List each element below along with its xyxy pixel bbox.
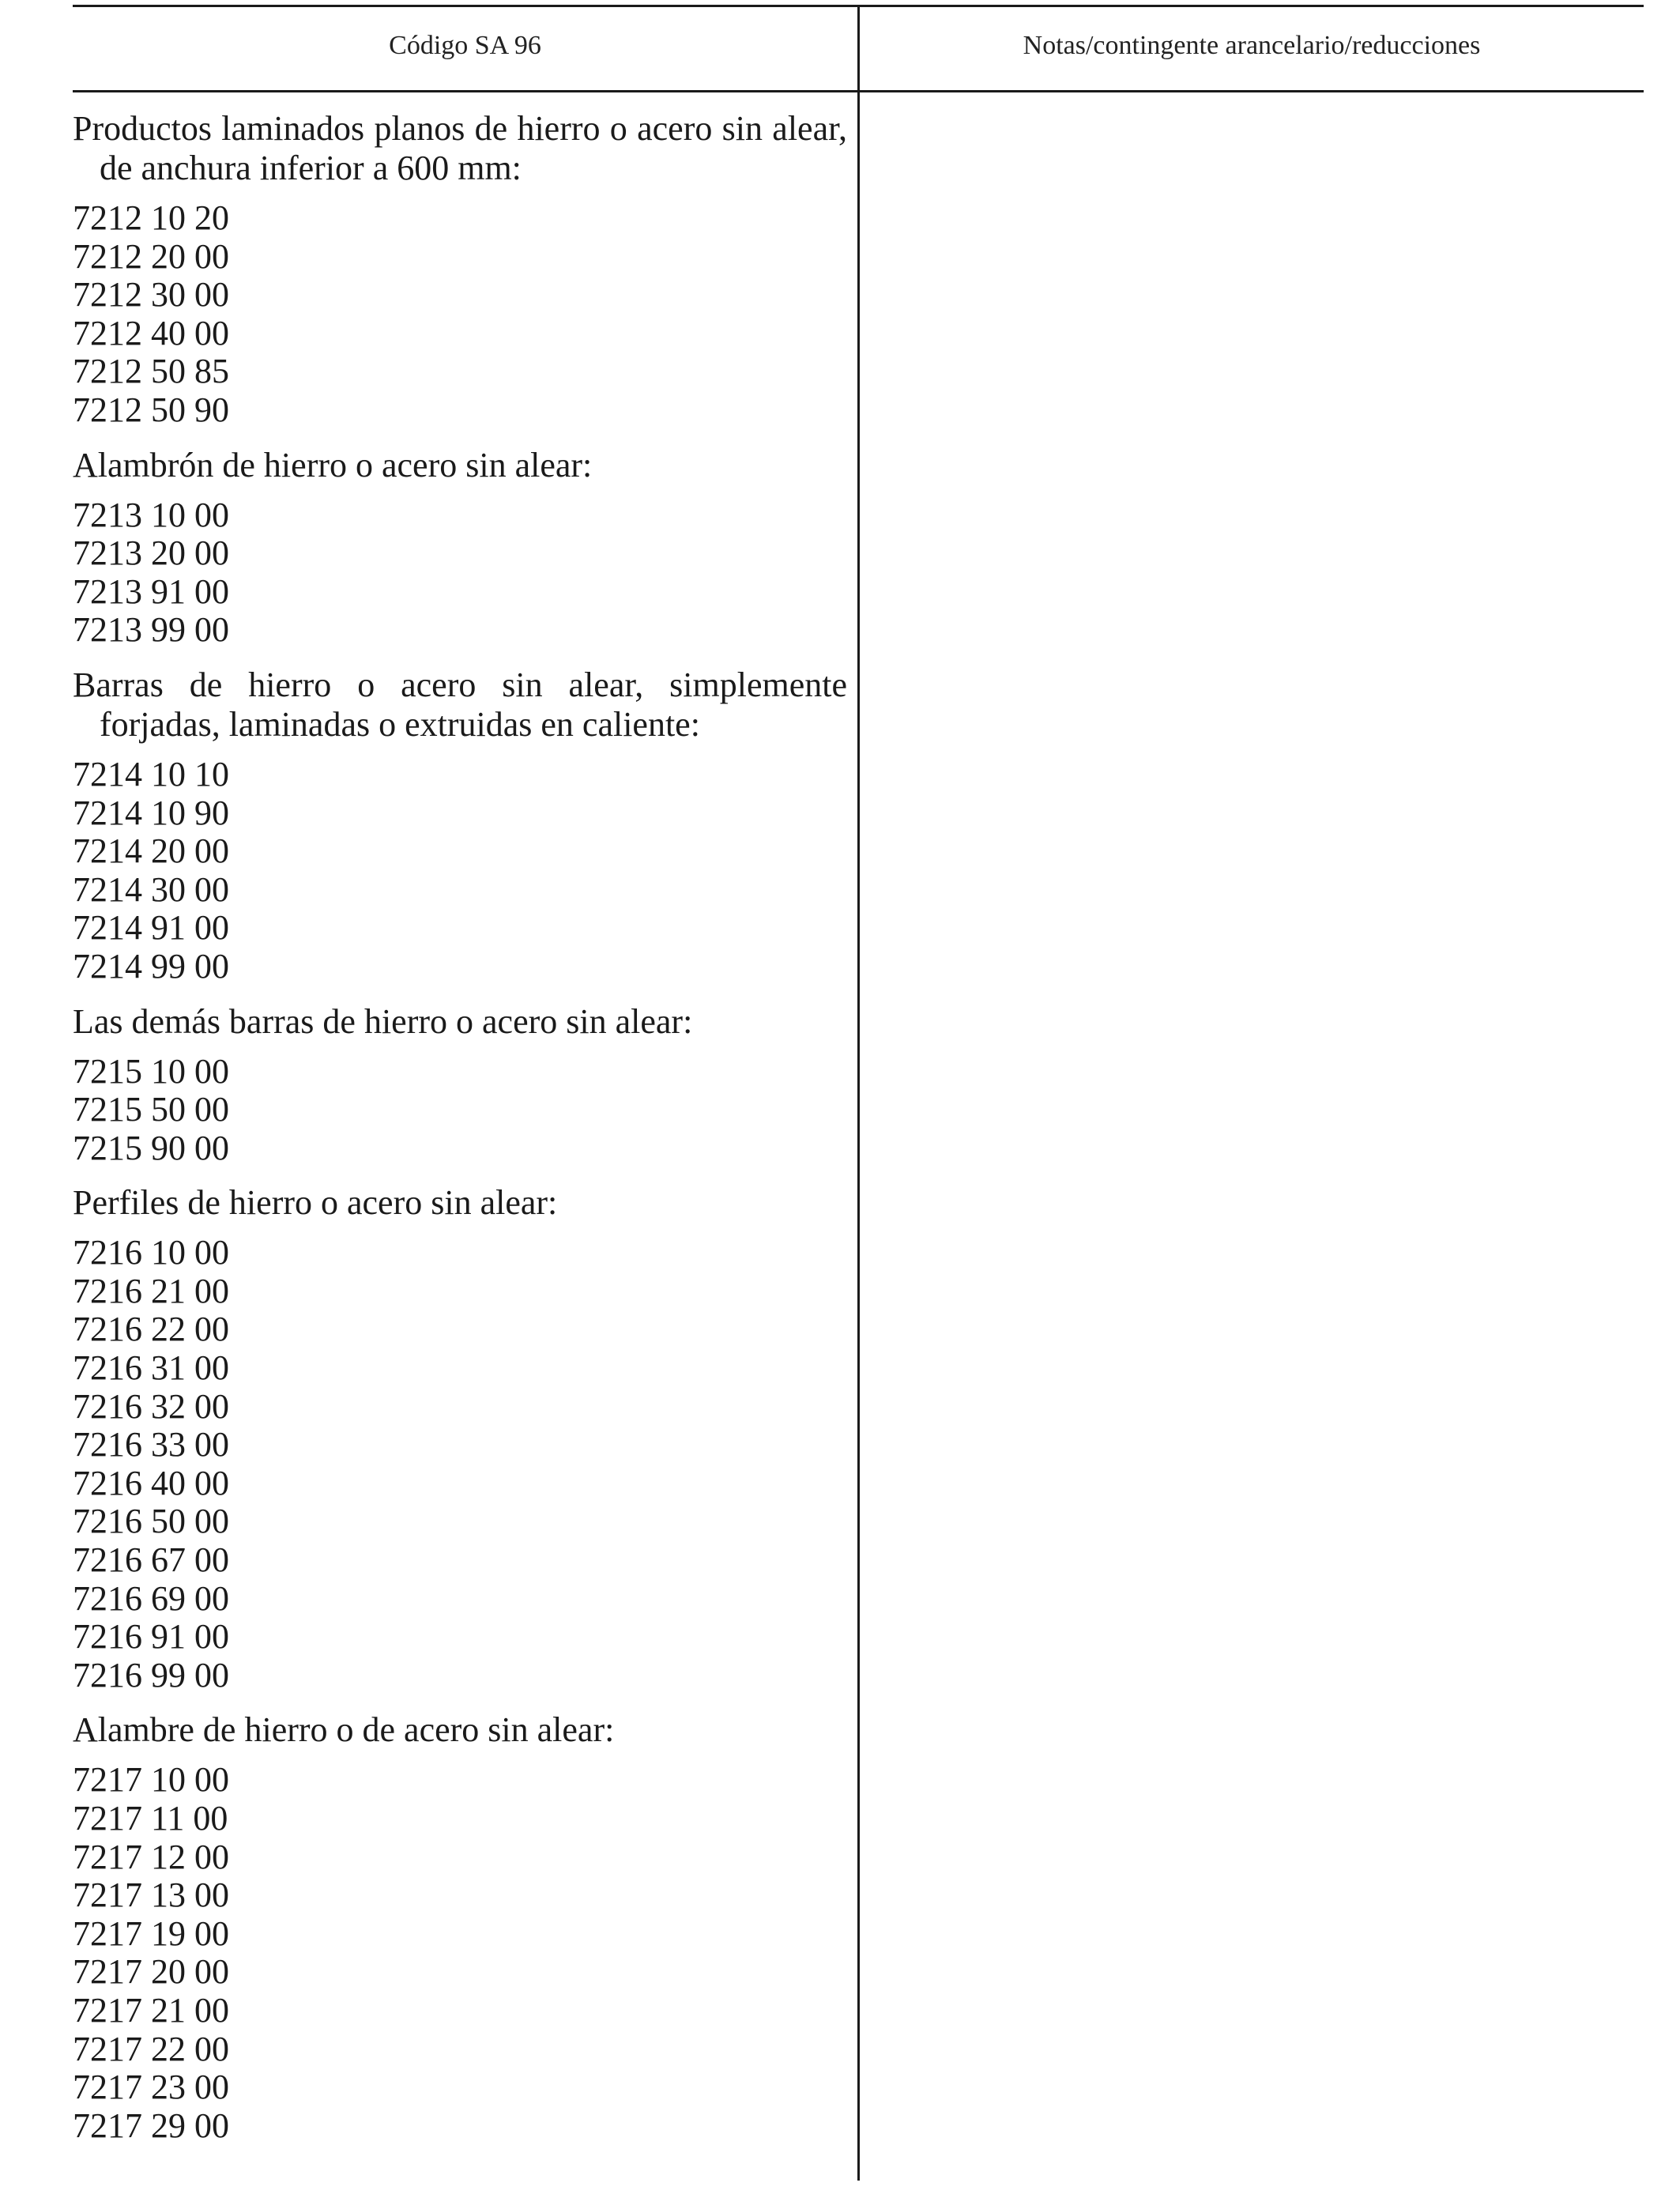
hs-code: 7216 67 00: [73, 1540, 229, 1580]
column-header-code: Código SA 96: [389, 31, 541, 60]
hs-code: 7214 10 90: [73, 793, 229, 832]
hs-code: 7217 21 00: [73, 1990, 229, 2030]
product-group-description: Alambre de hierro o de acero sin alear:: [73, 1710, 615, 1750]
hs-code: 7216 32 00: [73, 1386, 229, 1426]
hs-code: 7216 21 00: [73, 1271, 229, 1310]
hs-code: 7216 40 00: [73, 1463, 229, 1502]
hs-code: 7212 30 00: [73, 275, 229, 315]
hs-code: 7212 20 00: [73, 236, 229, 276]
hs-code: 7217 11 00: [73, 1799, 228, 1838]
hs-code: 7216 91 00: [73, 1617, 229, 1657]
product-group-description: Alambrón de hierro o acero sin alear:: [73, 445, 593, 484]
hs-code: 7216 31 00: [73, 1348, 229, 1388]
hs-code: 7213 99 00: [73, 610, 229, 650]
hs-code: 7215 10 00: [73, 1051, 229, 1091]
hs-code: 7217 13 00: [73, 1875, 229, 1915]
hs-code-list: [73, 1761, 847, 2145]
code-column: [73, 109, 847, 2145]
column-header-notes: Notas/contingente arancelario/reducciones: [1023, 31, 1481, 60]
column-divider: [857, 5, 860, 2181]
hs-code: 7217 19 00: [73, 1913, 229, 1953]
hs-code: 7215 50 00: [73, 1090, 229, 1129]
hs-code: 7212 10 20: [73, 198, 229, 237]
hs-code-list: [73, 756, 847, 986]
hs-code: 7217 22 00: [73, 2029, 229, 2068]
hs-code: 7216 33 00: [73, 1425, 229, 1465]
product-group-description: Barras de hierro o acero sin alear, simplemente forjadas, laminadas o extruidas en caliente:: [73, 665, 847, 744]
hs-code: 7217 20 00: [73, 1952, 229, 1992]
product-group-description: Productos laminados planos de hierro o acero sin alear, de anchura inferior a 600 mm:: [73, 109, 847, 187]
product-group: [73, 1183, 847, 1695]
hs-code: 7216 69 00: [73, 1578, 229, 1618]
hs-code-list: [73, 1234, 847, 1695]
hs-code: 7216 10 00: [73, 1233, 229, 1272]
hs-code-list: [73, 496, 847, 650]
hs-code: 7217 23 00: [73, 2068, 229, 2107]
hs-code: 7217 29 00: [73, 2105, 229, 2145]
hs-code: 7215 90 00: [73, 1128, 229, 1167]
hs-code: 7212 50 90: [73, 390, 229, 429]
product-group: [73, 109, 847, 430]
product-group: [73, 1002, 847, 1168]
hs-code: 7214 91 00: [73, 908, 229, 948]
hs-code: 7217 12 00: [73, 1837, 229, 1876]
product-group: [73, 1710, 847, 2145]
hs-code: 7214 30 00: [73, 869, 229, 909]
hs-code: 7212 40 00: [73, 313, 229, 352]
hs-code-list: [73, 1053, 847, 1168]
product-group: [73, 446, 847, 650]
product-group-description: Perfiles de hierro o acero sin alear:: [73, 1183, 558, 1223]
hs-code: 7213 91 00: [73, 571, 229, 611]
product-group: [73, 665, 847, 986]
hs-code: 7216 50 00: [73, 1502, 229, 1541]
hs-code: 7214 99 00: [73, 946, 229, 986]
hs-code-list: [73, 199, 847, 430]
hs-code: 7216 99 00: [73, 1655, 229, 1695]
hs-code: 7217 10 00: [73, 1760, 229, 1800]
hs-code: 7216 22 00: [73, 1310, 229, 1349]
hs-code: 7214 10 10: [73, 754, 229, 794]
hs-code: 7213 10 00: [73, 495, 229, 534]
hs-code: 7213 20 00: [73, 533, 229, 573]
hs-code: 7214 20 00: [73, 831, 229, 871]
hs-code: 7212 50 85: [73, 352, 229, 391]
product-group-description: Las demás barras de hierro o acero sin alear:: [73, 1001, 693, 1041]
